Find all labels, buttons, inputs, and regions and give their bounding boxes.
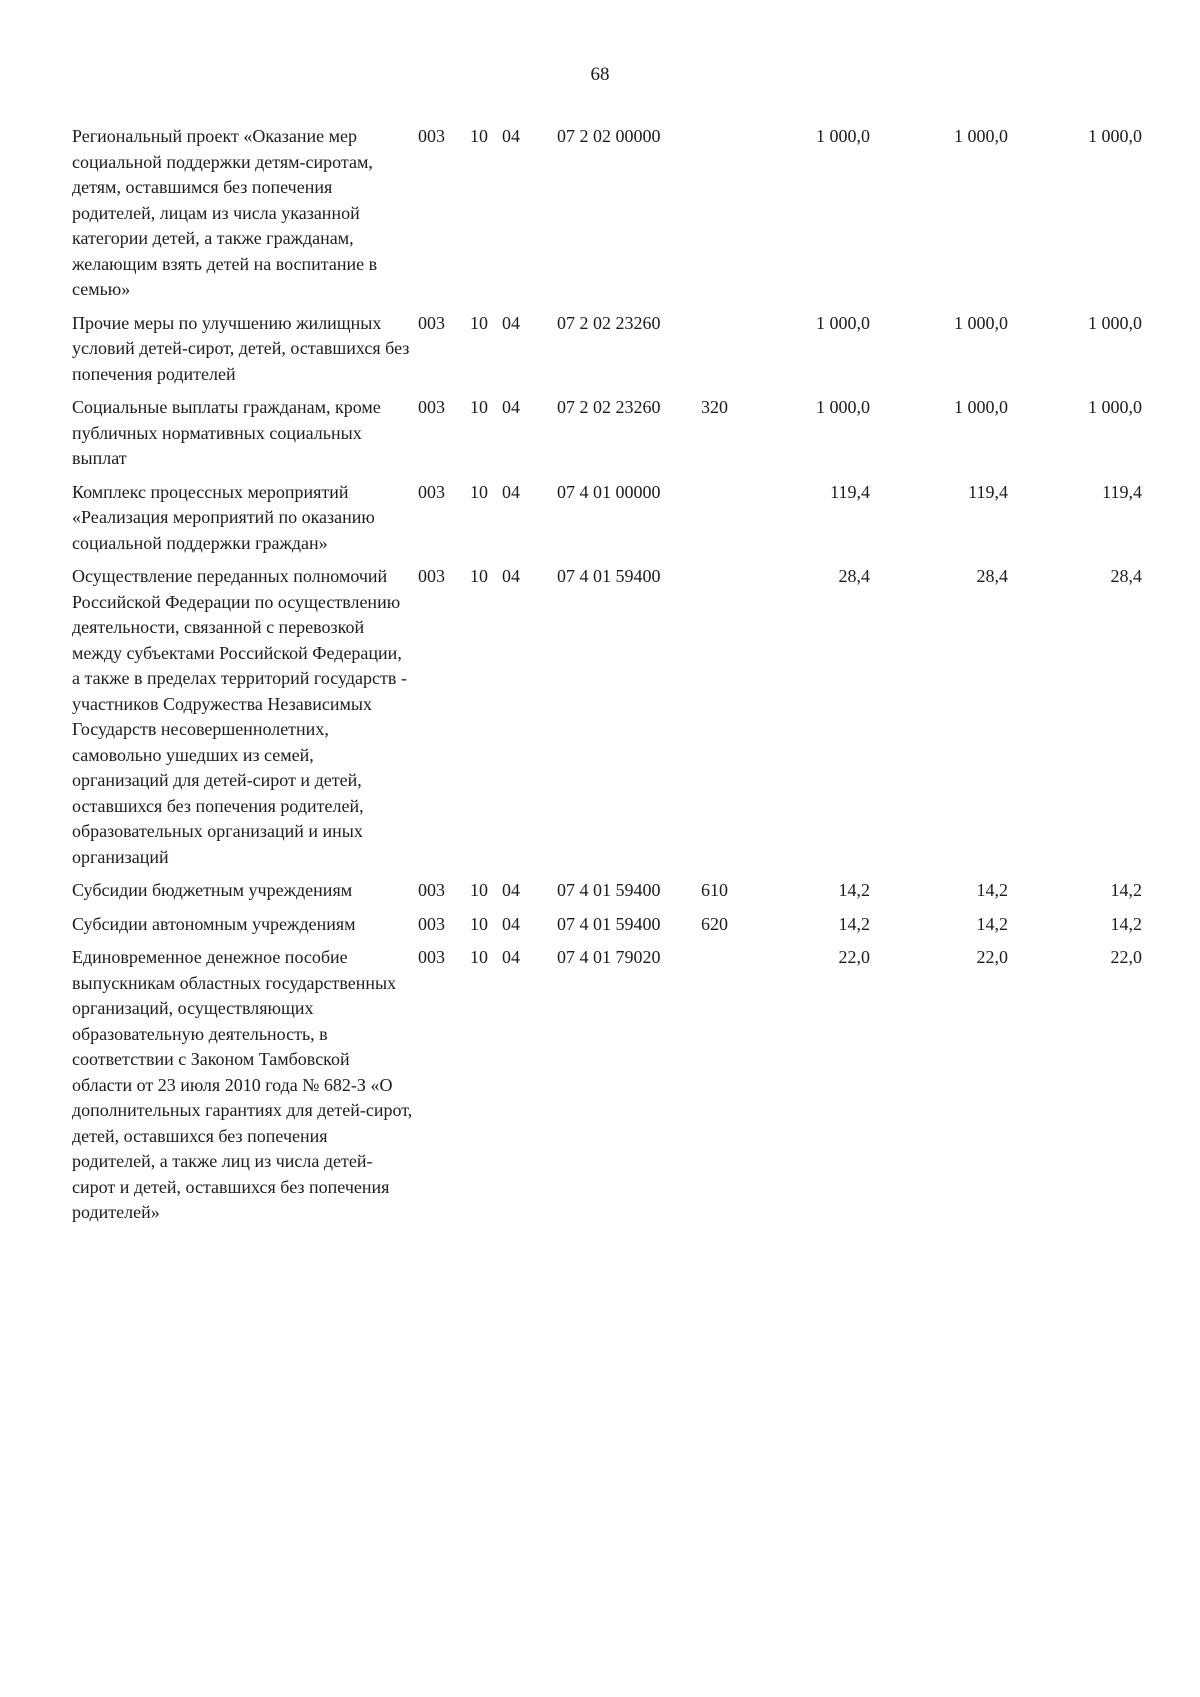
row-target-code: 07 4 01 59400	[557, 913, 661, 934]
table-row	[0, 878, 1200, 904]
row-amount-1: 1 000,0	[816, 312, 870, 333]
row-amount-3: 14,2	[1110, 913, 1142, 934]
row-section-code: 10	[470, 913, 488, 934]
row-subsection-code: 04	[502, 913, 520, 934]
row-section-code: 10	[470, 566, 488, 586]
row-amount-1: 22,0	[838, 947, 870, 967]
row-amount-2: 14,2	[976, 880, 1008, 900]
row-amount-1: 14,2	[838, 880, 870, 900]
row-subsection-code: 04	[502, 397, 520, 417]
row-subsection-code: 04	[502, 126, 520, 146]
row-amount-3: 28,4	[1110, 566, 1142, 586]
row-target-code: 07 2 02 00000	[557, 126, 661, 146]
row-target-code: 07 4 01 59400	[557, 880, 661, 900]
row-amount-3: 22,0	[1110, 947, 1142, 967]
row-amount-2: 22,0	[976, 947, 1008, 967]
row-name: Субсидии бюджетным учреждениям	[72, 880, 353, 900]
row-name: Региональный проект «Оказание мер социальной поддержки детям-сиротам, детям, оставшимся без попечения родителей, лицам из числа указанной категории детей, а также гражданам, желающим взять детей на воспитание в семью»	[72, 126, 378, 299]
row-expense-type: 610	[701, 880, 728, 900]
row-subsection-code: 04	[502, 880, 520, 900]
row-name: Социальные выплаты гражданам, кроме публичных нормативных социальных выплат	[72, 397, 381, 468]
row-subsection-code: 04	[502, 481, 520, 502]
row-amount-1: 1 000,0	[816, 126, 870, 146]
row-section-code: 10	[470, 126, 488, 146]
row-amount-3: 1 000,0	[1088, 126, 1142, 146]
row-name: Единовременное денежное пособие выпускникам областных государственных организаций, осуществляющих образовательную деятельность, в соответствии с Законом Тамбовской области от 23 июля 2010 года № 682-З «О дополнительных гарантиях для детей-сирот, детей, оставшихся без попечения родителей, а также лиц из числа детей-сирот и детей, оставшихся без попечения родителей»	[72, 947, 413, 1222]
row-target-code: 07 4 01 00000	[557, 481, 661, 502]
row-admin-code: 003	[418, 126, 445, 146]
row-target-code: 07 4 01 59400	[557, 566, 661, 586]
row-amount-3: 14,2	[1110, 880, 1142, 900]
row-admin-code: 003	[418, 397, 445, 417]
row-amount-1: 119,4	[830, 481, 870, 502]
table-row	[0, 395, 1200, 472]
row-admin-code: 003	[418, 481, 445, 502]
row-admin-code: 003	[418, 312, 445, 333]
row-amount-2: 119,4	[968, 481, 1008, 502]
row-subsection-code: 04	[502, 947, 520, 967]
row-section-code: 10	[470, 947, 488, 967]
row-amount-2: 1 000,0	[954, 126, 1008, 146]
row-amount-2: 1 000,0	[954, 312, 1008, 333]
row-expense-type: 620	[701, 913, 728, 934]
row-name: Осуществление переданных полномочий Российской Федерации по осуществлению деятельности, связанной с перевозкой между субъектами Российской Федерации, а также в пределах территорий государств - участников Содружества Независимых Государств несовершеннолетних, самовольно ушедших из семей, организаций для детей-сирот и детей, оставшихся без попечения родителей, образовательных организаций и иных организаций	[72, 566, 407, 867]
row-target-code: 07 4 01 79020	[557, 947, 661, 967]
row-amount-1: 28,4	[838, 566, 870, 586]
row-admin-code: 003	[418, 947, 445, 967]
row-section-code: 10	[470, 880, 488, 900]
row-amount-3: 1 000,0	[1088, 397, 1142, 417]
row-amount-2: 14,2	[976, 913, 1008, 934]
row-admin-code: 003	[418, 566, 445, 586]
row-admin-code: 003	[418, 880, 445, 900]
row-target-code: 07 2 02 23260	[557, 397, 661, 417]
row-name: Комплекс процессных мероприятий «Реализация мероприятий по оказанию социальной поддержки граждан»	[72, 481, 375, 553]
page-number: 68	[590, 64, 610, 85]
row-amount-2: 28,4	[976, 566, 1008, 586]
table-row	[0, 124, 1200, 303]
table-row	[0, 912, 1200, 938]
row-name: Субсидии автономным учреждениям	[72, 913, 356, 934]
row-target-code: 07 2 02 23260	[557, 312, 661, 333]
row-subsection-code: 04	[502, 312, 520, 333]
table-row	[0, 945, 1200, 1226]
row-section-code: 10	[470, 312, 488, 333]
row-amount-1: 14,2	[838, 913, 870, 934]
row-amount-3: 1 000,0	[1088, 312, 1142, 333]
table-row	[0, 311, 1200, 388]
row-amount-3: 119,4	[1102, 481, 1142, 502]
table-row	[0, 480, 1200, 557]
row-section-code: 10	[470, 397, 488, 417]
row-amount-1: 1 000,0	[816, 397, 870, 417]
table-row	[0, 564, 1200, 870]
row-subsection-code: 04	[502, 566, 520, 586]
row-admin-code: 003	[418, 913, 445, 934]
budget-table	[0, 124, 1200, 1234]
row-amount-2: 1 000,0	[954, 397, 1008, 417]
row-name: Прочие меры по улучшению жилищных условий детей-сирот, детей, оставшихся без попечения родителей	[72, 312, 410, 384]
row-section-code: 10	[470, 481, 488, 502]
row-expense-type: 320	[701, 397, 728, 417]
